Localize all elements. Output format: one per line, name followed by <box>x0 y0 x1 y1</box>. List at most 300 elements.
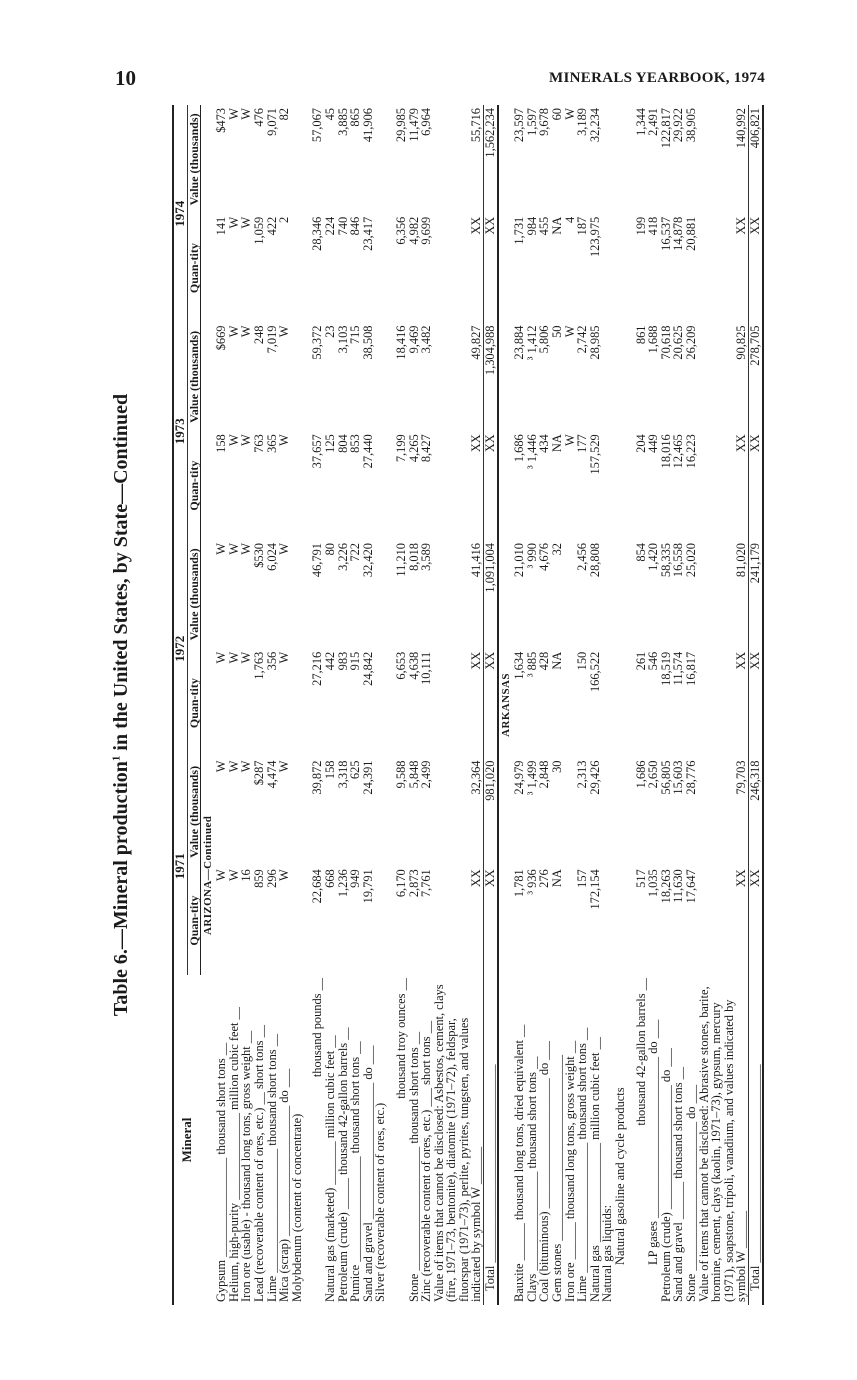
mineral-name: Gem stones ______________________________ <box>550 1054 565 1302</box>
mineral-name: Helium, high-purity ______________ million cubic feet __ <box>226 1007 241 1302</box>
total-label: Total ________________________________ <box>484 975 498 1305</box>
value-cell: 79,703 <box>734 760 749 795</box>
quantity-cell: 23,417 <box>360 216 375 251</box>
value-cell: 46,791 <box>310 543 325 578</box>
total-value-cell: 981,020 <box>484 758 498 867</box>
quantity-cell: W <box>226 651 241 664</box>
value-cell: W <box>226 760 241 773</box>
title-footnote-marker: 1 <box>110 755 123 762</box>
quantity-cell <box>291 214 304 323</box>
page-number: 10 <box>115 66 136 90</box>
value-cell: 38,508 <box>360 325 375 360</box>
value-cell: 2,848 <box>537 760 552 789</box>
value-cell <box>374 758 387 867</box>
quantity-cell: 6,653 <box>393 651 408 680</box>
value-cell <box>601 323 614 432</box>
table-title <box>110 105 133 1305</box>
value-cell: W <box>277 760 292 773</box>
quantity-cell: 28,346 <box>310 216 325 251</box>
quantity-cell: 9,699 <box>419 216 434 245</box>
quantity-cell: W <box>226 216 241 229</box>
mineral-name: Iron ore ______ thousand long tons, gross weight __ <box>562 1040 577 1302</box>
quantity-cell: W <box>277 651 292 664</box>
mineral-name: Sand and gravel ______________________ do ___ <box>360 1045 375 1302</box>
mineral-name: Clays ________________ thousand short tons __ <box>524 1056 539 1302</box>
quantity-cell: 455 <box>537 216 552 236</box>
value-cell: 2,499 <box>419 760 434 789</box>
value-cell: 8,018 <box>406 543 421 571</box>
quantity-cell: 4,265 <box>406 434 421 463</box>
quantity-cell: 449 <box>646 434 661 453</box>
quantity-cell: XX <box>469 651 484 670</box>
value-cell: 3,589 <box>419 543 434 571</box>
table-body <box>200 105 762 1305</box>
value-cell: 21,010 <box>512 543 527 578</box>
value-cell: 3,189 <box>575 108 590 136</box>
quantity-cell: 7,761 <box>419 869 434 898</box>
running-head: MINERALS YEARBOOK, 1974 <box>549 70 765 86</box>
table-row <box>551 105 564 1305</box>
quantity-cell: 517 <box>633 869 648 888</box>
quantity-cell: 276 <box>537 869 552 888</box>
quantity-cell: 123,975 <box>587 216 602 258</box>
total-quantity-cell: XX <box>748 866 762 975</box>
quantity-cell: 1,035 <box>646 869 661 898</box>
mineral-name: Molybdenum (content of concentrate) <box>289 1113 304 1302</box>
quantity-cell: 199 <box>633 216 648 236</box>
value-cell: 2,456 <box>575 543 590 571</box>
value-cell: 1,688 <box>646 325 661 354</box>
total-quantity-cell: XX <box>748 214 762 323</box>
value-cell: 3,885 <box>335 108 350 136</box>
value-cell: 18,416 <box>393 325 408 360</box>
quantity-cell: 422 <box>264 216 279 236</box>
quantity-cell: 158 <box>214 434 229 453</box>
quantity-cell: 14,878 <box>671 216 686 251</box>
value-cell: 122,817 <box>658 108 673 149</box>
quantity-cell: 27,216 <box>310 651 325 686</box>
quantity-cell: 442 <box>322 651 337 671</box>
value-cell: 861 <box>633 325 648 345</box>
quantity-cell: 1,731 <box>512 216 527 245</box>
quantity-cell: 24,842 <box>360 651 375 686</box>
value-cell: 41,416 <box>469 543 484 578</box>
mineral-name: Petroleum (crude) ____________________ do ___ <box>658 1048 673 1302</box>
value-cell: 59,372 <box>310 325 325 360</box>
quantity-header: Quan-tity <box>187 866 200 975</box>
value-cell: 55,716 <box>469 108 484 143</box>
table-row <box>614 105 627 1305</box>
value-cell <box>374 105 387 214</box>
quantity-cell: 22,684 <box>310 869 325 904</box>
quantity-cell <box>614 866 627 975</box>
quantity-cell: 18,263 <box>658 869 673 904</box>
quantity-cell: XX <box>734 869 749 888</box>
value-cell: W <box>562 108 577 120</box>
state-header-row <box>498 105 514 1305</box>
quantity-cell: 37,657 <box>310 434 325 469</box>
value-cell: 715 <box>348 325 363 345</box>
mineral-name: thousand troy ounces __ <box>393 978 408 1099</box>
table-row <box>253 105 266 1305</box>
mineral-name: Coal (bituminous) _____________________ do ___ <box>537 1041 552 1302</box>
mineral-name: Mica (scrap) _____________________ do ___ <box>277 1068 292 1302</box>
quantity-cell <box>601 649 614 758</box>
quantity-cell: NA <box>550 869 565 888</box>
quantity-cell: 2,873 <box>406 869 421 898</box>
quantity-cell: 853 <box>348 434 363 453</box>
quantity-cell <box>291 431 304 540</box>
mineral-name: Natural gasoline and cycle products <box>613 1087 627 1265</box>
value-cell: 1,597 <box>524 108 539 136</box>
total-value-cell: 241,179 <box>748 540 762 649</box>
quantity-cell: 204 <box>633 434 648 453</box>
quantity-cell: 983 <box>335 651 350 671</box>
value-cell: $287 <box>251 760 266 786</box>
value-cell: 23 <box>322 325 337 338</box>
value-cell: 15,603 <box>671 760 686 795</box>
mineral-name: Pumice _________________ thousand short tons __ <box>348 1041 363 1302</box>
quantity-cell: W <box>239 651 254 664</box>
value-cell: 11,210 <box>393 543 408 577</box>
value-cell: 2,650 <box>646 760 661 789</box>
quantity-cell: 804 <box>335 434 350 453</box>
total-value-cell: 1,304,988 <box>484 323 498 432</box>
mineral-name: Value of items that cannot be disclosed: Abrasive stones, barite, bromine, cement, clays (kaolin, 1971–73), gypsum, mercury (1971), soapstone, tripoli, vanadium, and values indicated by symbol W ______ <box>696 986 749 1302</box>
value-cell: 476 <box>251 108 266 127</box>
table-title-main: Table 6.—Mineral production <box>110 761 132 1017</box>
value-cell: 1,344 <box>633 108 648 136</box>
quantity-cell <box>374 866 387 975</box>
table-row <box>420 105 433 1305</box>
quantity-cell: XX <box>469 869 484 888</box>
quantity-cell: NA <box>550 651 565 670</box>
value-cell: 29,426 <box>587 760 602 795</box>
quantity-cell <box>374 649 387 758</box>
value-cell: 140,992 <box>734 108 749 149</box>
quantity-header: Quan-tity <box>187 649 200 758</box>
mineral-name: Natural gas (marketed) _______ million cubic feet __ <box>322 1035 337 1302</box>
value-cell: 29,985 <box>393 108 408 143</box>
value-cell <box>601 540 614 649</box>
table-row <box>433 105 484 1305</box>
quantity-cell: W <box>239 434 254 446</box>
value-cell: 854 <box>633 543 648 562</box>
quantity-cell: 846 <box>348 216 363 236</box>
year-header: 1974 <box>173 105 187 323</box>
quantity-cell <box>601 214 614 323</box>
value-cell <box>291 758 304 867</box>
value-cell: 56,805 <box>658 760 673 795</box>
value-cell: 50 <box>550 325 565 338</box>
quantity-cell: 1,781 <box>512 869 527 898</box>
value-cell: 1,420 <box>646 543 661 571</box>
mineral-name: Stone ________________________ do ___ <box>683 1084 698 1302</box>
quantity-cell: 7,199 <box>393 434 408 463</box>
year-header: 1973 <box>173 323 187 541</box>
quantity-cell: W <box>226 434 241 446</box>
year-header-row <box>173 105 187 1305</box>
total-quantity-cell: XX <box>484 649 498 758</box>
state-heading: ARKANSAS <box>499 673 512 737</box>
value-cell: $669 <box>214 325 229 351</box>
value-cell: W <box>226 108 241 120</box>
quantity-cell: 19,791 <box>360 869 375 904</box>
table-row <box>698 105 749 1305</box>
quantity-cell: 6,356 <box>393 216 408 245</box>
value-cell: 57,067 <box>310 108 325 143</box>
mineral-name: Value of items that cannot be disclosed: Asbestos, cement, clays (fire, 1971–73, bentonite), diatomite (1971–72), feldspar, fluorspar (1971–73), perlite, pyrites, tungsten, and values indicated by symbol W ______ <box>431 984 484 1302</box>
quantity-cell: 125 <box>322 434 337 453</box>
value-cell: 29,922 <box>671 108 686 143</box>
table-row <box>374 105 387 1305</box>
mineral-production-table <box>172 105 764 1305</box>
table-title-rest: in the United States, by State—Continued <box>110 393 132 756</box>
quantity-cell: 740 <box>335 216 350 236</box>
quantity-cell <box>601 431 614 540</box>
table-row <box>685 105 698 1305</box>
mineral-header: Mineral <box>173 975 200 1305</box>
value-cell: 82 <box>277 108 292 121</box>
value-cell: W <box>562 325 577 338</box>
quantity-cell: 224 <box>322 216 337 236</box>
value-cell: 32,420 <box>360 543 375 578</box>
quantity-cell <box>601 866 614 975</box>
mineral-name: Gypsum ________________ thousand short tons __ <box>214 1042 229 1302</box>
value-cell <box>614 323 627 432</box>
quantity-cell: 949 <box>348 869 363 888</box>
value-cell: 2,742 <box>575 325 590 354</box>
quantity-cell: 915 <box>348 651 363 671</box>
quantity-cell: 984 <box>524 216 539 236</box>
quantity-cell: 365 <box>264 434 279 453</box>
quantity-cell: W <box>226 869 241 881</box>
table-row <box>349 105 362 1305</box>
total-quantity-cell: XX <box>484 866 498 975</box>
total-row <box>748 105 762 1305</box>
value-cell: 9,071 <box>264 108 279 136</box>
quantity-cell: 296 <box>264 869 279 888</box>
quantity-cell: 166,522 <box>587 651 602 693</box>
quantity-cell: 16 <box>239 869 254 882</box>
value-header: Value (thousands) <box>187 105 200 214</box>
quantity-cell: 668 <box>322 869 337 888</box>
quantity-cell: ³ 885 <box>524 651 539 678</box>
value-cell: W <box>214 760 229 773</box>
value-header: Value (thousands) <box>187 758 200 867</box>
quantity-cell: 8,427 <box>419 434 434 463</box>
quantity-cell: 4 <box>562 216 577 223</box>
quantity-cell: XX <box>469 434 484 453</box>
quantity-header: Quan-tity <box>187 214 200 323</box>
table-row <box>576 105 589 1305</box>
quantity-cell: W <box>214 869 229 881</box>
value-cell: 2,491 <box>646 108 661 136</box>
year-header: 1971 <box>173 758 187 976</box>
quantity-cell: 157 <box>575 869 590 888</box>
quantity-cell: 141 <box>214 216 229 236</box>
quantity-cell: NA <box>550 434 565 453</box>
value-cell: 70,618 <box>658 325 673 360</box>
table-row <box>647 105 660 1305</box>
quantity-cell: 4,982 <box>406 216 421 245</box>
mineral-name: Lime _____________________ thousand short tons __ <box>575 1027 590 1302</box>
table-row <box>324 105 337 1305</box>
mineral-name: Stone ____________________ thousand short tons __ <box>406 1031 421 1302</box>
value-cell: 1,686 <box>633 760 648 789</box>
quantity-cell: 18,519 <box>658 651 673 686</box>
quantity-cell: 150 <box>575 651 590 671</box>
quantity-cell: 177 <box>575 434 590 453</box>
value-cell <box>374 540 387 649</box>
value-cell: 2,313 <box>575 760 590 789</box>
value-cell: 32 <box>550 543 565 556</box>
quantity-cell: 428 <box>537 651 552 671</box>
value-header: Value (thousands) <box>187 540 200 649</box>
mineral-name: thousand pounds __ <box>310 978 325 1078</box>
total-value-cell: 1,562,234 <box>484 105 498 214</box>
mineral-name: Lime ____________________ thousand short tons __ <box>264 1033 279 1302</box>
value-cell: 9,469 <box>406 325 421 354</box>
quantity-cell: 6,170 <box>393 869 408 898</box>
value-cell: 28,808 <box>587 543 602 578</box>
value-cell: 23,884 <box>512 325 527 360</box>
value-cell <box>291 323 304 432</box>
value-cell: 16,558 <box>671 543 686 578</box>
quantity-cell: 261 <box>633 651 648 671</box>
table-row <box>215 105 228 1305</box>
value-cell: 41,906 <box>360 108 375 143</box>
value-cell: W <box>239 108 254 120</box>
value-cell: 24,391 <box>360 760 375 795</box>
mineral-name: Bauxite ______ thousand long tons, dried equivalent __ <box>512 1024 527 1302</box>
value-cell: 28,985 <box>587 325 602 360</box>
value-cell: 3,482 <box>419 325 434 354</box>
mineral-name: Natural gas ________________ million cubic feet __ <box>587 1037 602 1302</box>
value-cell: W <box>239 325 254 338</box>
value-cell: 865 <box>348 108 363 127</box>
mineral-name: Lead (recoverable content of ores, etc.) __ short tons __ <box>251 1025 266 1302</box>
value-cell: ³ 1,499 <box>524 760 539 796</box>
value-cell: W <box>239 760 254 773</box>
value-cell: 6,024 <box>264 543 279 571</box>
quantity-cell: 1,059 <box>251 216 266 245</box>
mineral-name: Zinc (recoverable content of ores, etc.) ___ short tons __ <box>419 1020 434 1302</box>
value-cell: W <box>277 325 292 338</box>
total-quantity-cell: XX <box>484 431 498 540</box>
value-cell: 30 <box>550 760 565 773</box>
table-row <box>589 105 602 1305</box>
quantity-cell: 11,574 <box>671 651 686 686</box>
quantity-cell: W <box>214 651 229 664</box>
quantity-cell: 187 <box>575 216 590 236</box>
quantity-cell: 434 <box>537 434 552 453</box>
quantity-cell: 356 <box>264 651 279 671</box>
quantity-cell: 859 <box>251 869 266 888</box>
value-cell: 20,625 <box>671 325 686 360</box>
table-row <box>395 105 408 1305</box>
mineral-name: thousand 42-gallon barrels __ <box>633 978 648 1126</box>
quantity-cell: 27,440 <box>360 434 375 469</box>
quantity-cell: W <box>277 869 292 881</box>
quantity-cell: XX <box>734 651 749 670</box>
quantity-cell: 1,763 <box>251 651 266 680</box>
value-cell: 248 <box>251 325 266 345</box>
value-cell: 32,364 <box>469 760 484 795</box>
value-cell: 5,848 <box>406 760 421 789</box>
mineral-name: Natural gas liquids: <box>600 1204 615 1302</box>
quantity-cell: 16,817 <box>683 651 698 686</box>
value-cell: W <box>277 543 292 555</box>
value-cell <box>601 758 614 867</box>
quantity-cell <box>614 214 627 323</box>
total-value-cell: 1,091,004 <box>484 540 498 649</box>
quantity-cell: 18,016 <box>658 434 673 469</box>
value-cell: 3,103 <box>335 325 350 354</box>
quantity-cell: W <box>239 216 254 229</box>
value-cell: 11,479 <box>406 108 421 142</box>
quantity-cell: 17,647 <box>683 869 698 904</box>
quantity-cell: ³ 1,446 <box>524 434 539 469</box>
value-cell: W <box>226 543 241 555</box>
value-cell: 722 <box>348 543 363 562</box>
value-cell: 60 <box>550 108 565 121</box>
value-cell: ³ 990 <box>524 543 539 569</box>
quantity-cell: XX <box>734 434 749 453</box>
state-header-row <box>200 105 215 1305</box>
quantity-cell: 1,236 <box>335 869 350 898</box>
value-cell <box>374 323 387 432</box>
value-cell: 81,020 <box>734 543 749 578</box>
quantity-cell <box>374 214 387 323</box>
total-quantity-cell: XX <box>748 649 762 758</box>
value-cell: 6,964 <box>419 108 434 136</box>
value-cell: 25,020 <box>683 543 698 578</box>
group-spacer <box>387 105 395 1305</box>
value-cell: W <box>214 543 229 555</box>
total-value-cell: 246,318 <box>748 758 762 867</box>
value-header: Value (thousands) <box>187 323 200 432</box>
quantity-cell: 1,686 <box>512 434 527 463</box>
value-cell: 45 <box>322 108 337 121</box>
total-quantity-cell: XX <box>484 214 498 323</box>
total-value-cell: 406,821 <box>748 105 762 214</box>
total-quantity-cell: XX <box>748 431 762 540</box>
value-cell <box>614 540 627 649</box>
value-cell: 23,597 <box>512 108 527 143</box>
mineral-name: Silver (recoverable content of ores, etc.) <box>373 1102 388 1302</box>
value-cell: 3,226 <box>335 543 350 571</box>
value-cell: 39,872 <box>310 760 325 795</box>
value-cell: 5,806 <box>537 325 552 354</box>
quantity-cell: XX <box>469 216 484 235</box>
quantity-cell: 157,529 <box>587 434 602 475</box>
value-cell: 158 <box>322 760 337 780</box>
quantity-cell: 763 <box>251 434 266 453</box>
quantity-cell: 172,154 <box>587 869 602 910</box>
value-cell: 9,588 <box>393 760 408 789</box>
quantity-cell: XX <box>734 216 749 235</box>
quantity-cell: 16,537 <box>658 216 673 251</box>
mineral-name: LP gases __________________________ do ___ <box>646 1019 661 1265</box>
value-cell: 3,318 <box>335 760 350 789</box>
value-cell <box>614 758 627 867</box>
value-cell: $473 <box>214 108 229 133</box>
value-cell: 625 <box>348 760 363 780</box>
quantity-cell: W <box>562 434 577 446</box>
table-row <box>513 105 526 1305</box>
value-cell: 26,209 <box>683 325 698 360</box>
